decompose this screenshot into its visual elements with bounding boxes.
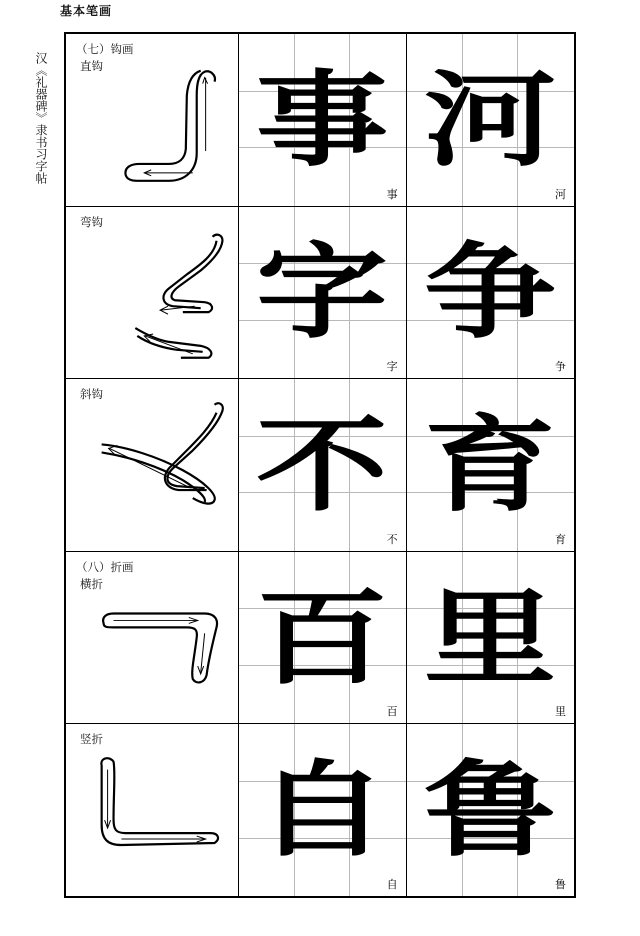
- table-row: [66, 207, 574, 380]
- example-glyph: 事: [256, 58, 389, 181]
- example-character-cell: [239, 207, 406, 379]
- example-character-cell: [407, 379, 574, 551]
- stroke-name-label: 弯钩: [80, 216, 103, 229]
- curved-hook-stroke-icon: [66, 207, 238, 379]
- example-character-cell: [407, 552, 574, 724]
- vertical-hook-stroke-icon: [66, 34, 238, 206]
- vertical-turn-stroke-icon: [66, 724, 238, 896]
- example-glyph: 百: [256, 575, 389, 699]
- example-glyph: 字: [256, 230, 389, 354]
- example-caption: 百: [386, 705, 398, 719]
- example-glyph: 河: [424, 58, 557, 181]
- table-row: [66, 724, 574, 896]
- example-caption: 争: [555, 360, 566, 374]
- slanted-hook-stroke-icon: [66, 379, 238, 551]
- example-caption: 事: [386, 187, 398, 201]
- example-glyph: 鲁: [424, 748, 557, 871]
- example-caption: 字: [386, 360, 398, 374]
- table-row: [66, 552, 574, 725]
- stroke-diagram-cell: [66, 34, 239, 206]
- stroke-name-label: 斜钩: [80, 389, 103, 402]
- example-glyph: 育: [424, 403, 557, 526]
- example-glyph: 争: [424, 230, 557, 354]
- example-character-cell: [239, 724, 406, 896]
- example-character-cell: [407, 34, 574, 206]
- section-label: （七）钩画: [76, 44, 134, 56]
- stroke-practice-table: [64, 32, 576, 898]
- example-glyph: 自: [256, 748, 389, 871]
- example-character-cell: [239, 552, 406, 724]
- table-row: [66, 379, 574, 552]
- stroke-name-label: 横折: [80, 578, 103, 591]
- stroke-name-label: 竖折: [80, 734, 103, 747]
- example-caption: 自: [386, 877, 398, 891]
- example-caption: 里: [555, 705, 566, 719]
- stroke-diagram-cell: [66, 724, 239, 896]
- stroke-diagram-cell: [66, 379, 239, 551]
- example-caption: 育: [555, 532, 566, 546]
- horizontal-turn-stroke-icon: [66, 552, 238, 724]
- book-side-title: 汉《礼器碑》隶书习字帖: [34, 52, 48, 184]
- example-caption: 不: [386, 532, 398, 546]
- example-character-cell: [407, 207, 574, 379]
- section-label: （八）折画: [76, 561, 134, 574]
- example-character-cell: [239, 34, 406, 206]
- example-character-cell: [239, 379, 406, 551]
- example-glyph: 里: [424, 575, 557, 699]
- example-caption: 河: [555, 187, 566, 201]
- stroke-diagram-cell: [66, 552, 239, 724]
- example-caption: 鲁: [555, 877, 566, 891]
- stroke-diagram-cell: [66, 207, 239, 379]
- example-character-cell: [407, 724, 574, 896]
- stroke-name-label: 直钩: [80, 61, 103, 73]
- table-row: [66, 34, 574, 207]
- page-title: 基本笔画: [60, 4, 113, 18]
- example-glyph: 不: [256, 403, 389, 526]
